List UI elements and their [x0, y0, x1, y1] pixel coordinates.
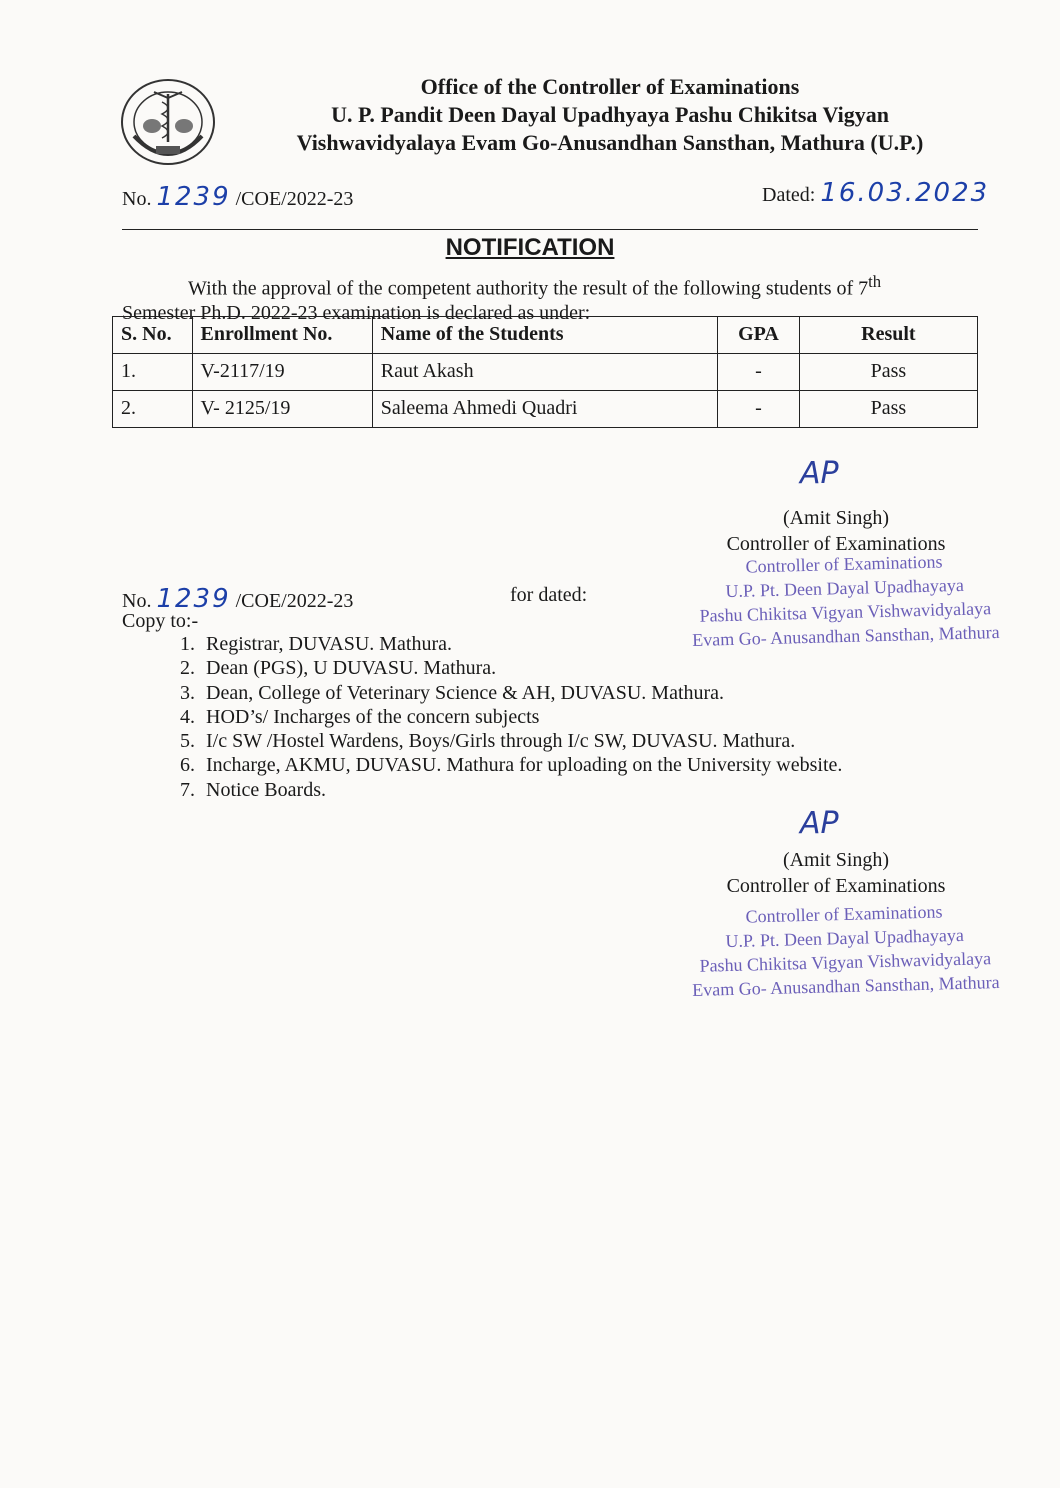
- date-field: [762, 178, 989, 208]
- intro-text: With the approval of the competent authority the result of the following students of 7: [188, 277, 869, 300]
- reference-prefix: No.: [122, 188, 152, 210]
- reference-number: [122, 182, 353, 212]
- intro-text-continued: Semester Ph.D. 2022-23 examination is declared as under:: [122, 301, 591, 324]
- notification-heading: NOTIFICATION: [445, 234, 615, 261]
- table-cell: 1.: [113, 354, 193, 391]
- reference-suffix: /COE/2022-23: [235, 188, 354, 210]
- stamp-line: Controller of Examinations: [745, 551, 943, 577]
- stamp-line: Controller of Examinations: [745, 901, 943, 927]
- table-cell: Raut Akash: [372, 354, 717, 391]
- table-cell: V-2117/19: [192, 354, 372, 391]
- list-item: 6. Incharge, AKMU, DUVASU. Mathura for uploading on the University website.: [200, 753, 842, 777]
- dated-label: Dated:: [762, 184, 816, 206]
- university-name-line1: U. P. Pandit Deen Dayal Upadhyaya Pashu Chikitsa Vigyan: [331, 102, 889, 127]
- signature-initials: AP: [800, 806, 839, 841]
- table-cell: Pass: [799, 354, 977, 391]
- copy-prefix: No.: [122, 590, 152, 612]
- university-name-line2: Vishwavidyalaya Evam Go-Anusandhan Sansthan, Mathura (U.P.): [296, 130, 924, 155]
- signatory-name: (Amit Singh): [782, 849, 890, 871]
- copy-recipient-list: [160, 632, 842, 802]
- signatory-designation: Controller of Examinations: [726, 875, 946, 897]
- reference-handwritten-number: 1239: [156, 182, 231, 212]
- table-row: [113, 391, 978, 428]
- table-cell: Saleema Ahmedi Quadri: [372, 391, 717, 428]
- intro-superscript: th: [868, 272, 882, 291]
- table-cell: -: [718, 391, 800, 428]
- column-header: GPA: [718, 317, 800, 354]
- signatory-designation: Controller of Examinations: [726, 533, 946, 555]
- table-cell: Pass: [799, 391, 977, 428]
- list-item: 2. Dean (PGS), U DUVASU. Mathura.: [200, 656, 842, 680]
- stamp-line: Evam Go- Anusandhan Sansthan, Mathura: [691, 971, 1000, 1001]
- list-item: 3. Dean, College of Veterinary Science & AH, DUVASU. Mathura.: [200, 681, 842, 705]
- stamp-line: U.P. Pt. Deen Dayal Upadhayaya: [725, 924, 965, 952]
- stamp-line: U.P. Pt. Deen Dayal Upadhayaya: [725, 574, 965, 602]
- table-row: [113, 354, 978, 391]
- copy-handwritten-number: 1239: [156, 584, 231, 614]
- list-item: 7. Notice Boards.: [200, 778, 842, 802]
- column-header: Enrollment No.: [192, 317, 372, 354]
- university-seal-icon: [118, 76, 218, 168]
- table-cell: 2.: [113, 391, 193, 428]
- table-cell: V- 2125/19: [192, 391, 372, 428]
- office-title: Office of the Controller of Examinations: [420, 74, 800, 99]
- signature-initials: AP: [800, 456, 839, 491]
- handwritten-date: 16.03.2023: [820, 178, 990, 208]
- list-item: 1. Registrar, DUVASU. Mathura.: [200, 632, 842, 656]
- table-cell: -: [718, 354, 800, 391]
- column-header: S. No.: [113, 317, 193, 354]
- table-header-row: [113, 317, 978, 354]
- list-item: 5. I/c SW /Hostel Wardens, Boys/Girls through I/c SW, DUVASU. Mathura.: [200, 729, 842, 753]
- results-table: [112, 316, 978, 428]
- page-title: [0, 234, 1060, 262]
- signatory-name: (Amit Singh): [782, 507, 890, 529]
- header-divider: [122, 229, 978, 230]
- copy-suffix: /COE/2022-23: [235, 590, 354, 612]
- office-stamp: [679, 898, 1011, 1003]
- stamp-line: Pashu Chikitsa Vigyan Vishwavidyalaya: [699, 598, 992, 626]
- stamp-line: Pashu Chikitsa Vigyan Vishwavidyalaya: [699, 948, 992, 976]
- list-item: 4. HOD’s/ Incharges of the concern subjects: [200, 705, 842, 729]
- copy-to-label: Copy to:-: [122, 610, 199, 632]
- for-dated-label: for dated:: [510, 584, 588, 606]
- stamp-line: Evam Go- Anusandhan Sansthan, Mathura: [691, 621, 1000, 651]
- column-header: Name of the Students: [372, 317, 717, 354]
- column-header: Result: [799, 317, 977, 354]
